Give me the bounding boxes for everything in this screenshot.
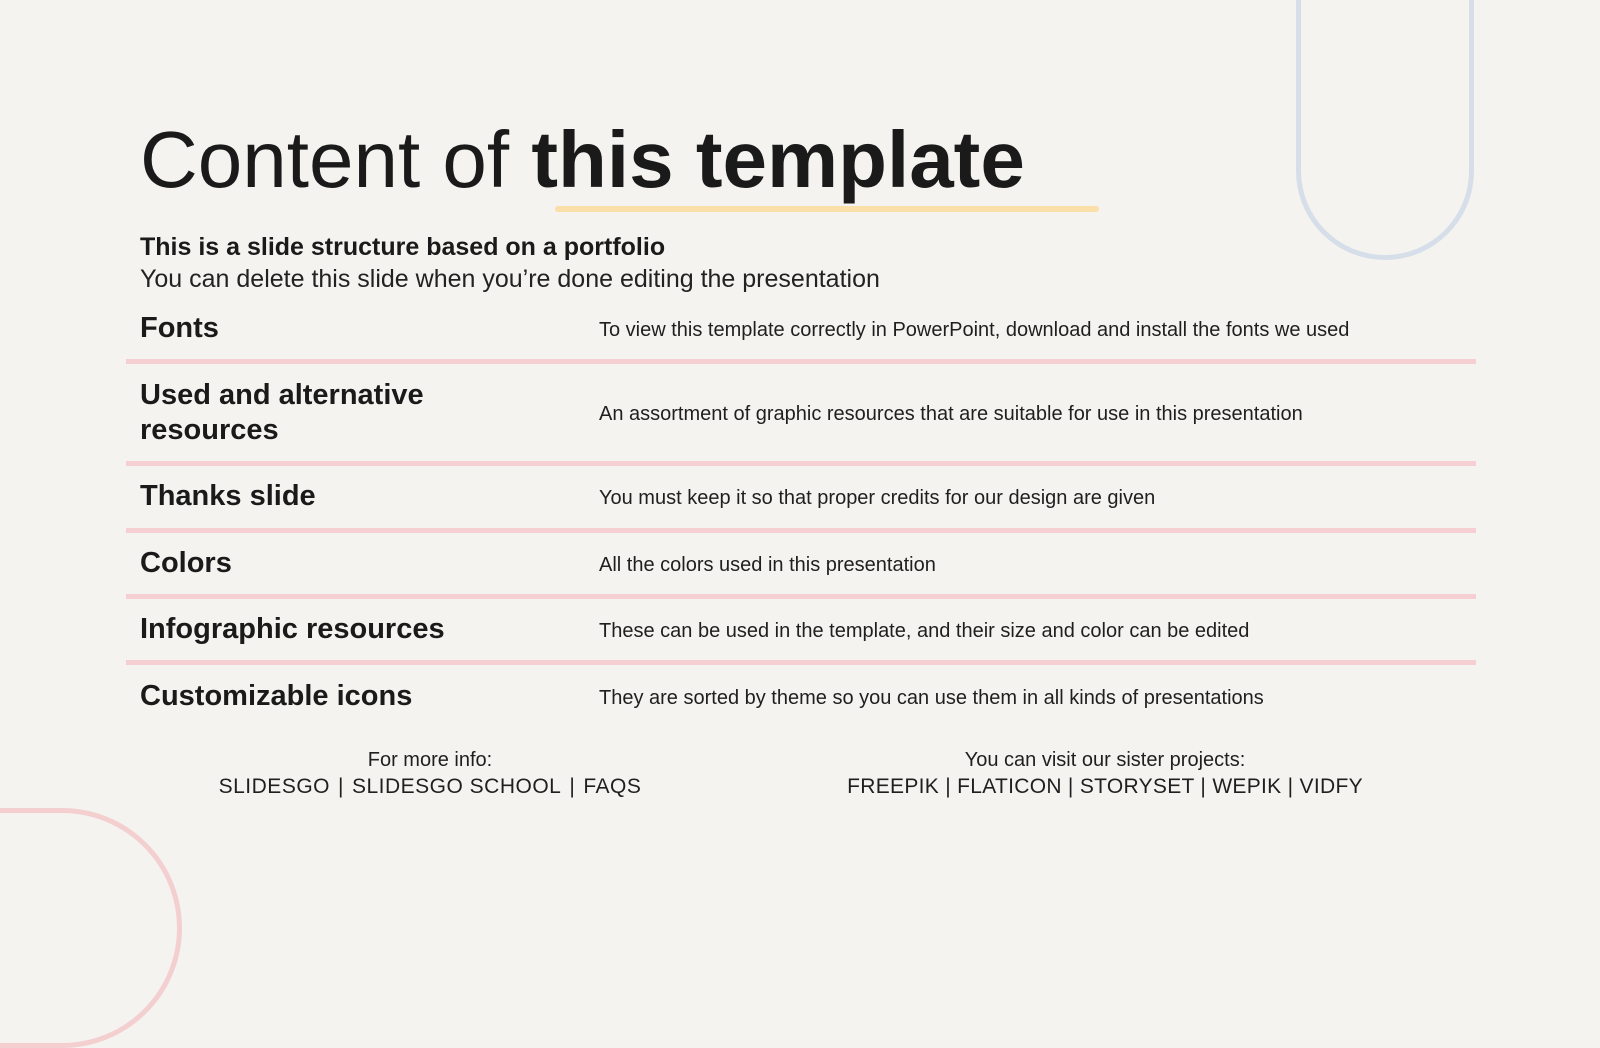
link-freepik[interactable]: FREEPIK [847, 775, 940, 798]
link-slidesgo[interactable]: SLIDESGO [218, 775, 330, 798]
decorative-arch-shape [1296, 0, 1474, 260]
link-wepik[interactable]: WEPIK [1212, 775, 1282, 798]
row-divider [126, 461, 1476, 466]
title-bold: this template [531, 115, 1025, 204]
footer-heading: For more info: [367, 749, 493, 771]
link-storyset[interactable]: STORYSET [1079, 775, 1195, 798]
row-label: Fonts [140, 312, 219, 344]
row-label-line2: resources [140, 414, 279, 446]
footer-heading: You can visit our sister projects: [964, 749, 1246, 771]
row-label: Colors [140, 547, 232, 579]
row-divider [126, 528, 1476, 533]
row-description: They are sorted by theme so you can use them in all kinds of presentations [599, 687, 1264, 709]
page-title [140, 112, 1025, 208]
footer-links: FREEPIK | FLATICON | STORYSET | WEPIK | VIDFY [847, 775, 1363, 798]
row-description: An assortment of graphic resources that are suitable for use in this presentation [599, 403, 1303, 425]
footer-links [180, 773, 680, 801]
row-divider [126, 660, 1476, 665]
row-label: Infographic resources [140, 613, 445, 645]
title-underline [555, 206, 1099, 212]
row-label-line1: Used and alternative [140, 379, 424, 411]
title-regular: Content of [140, 115, 510, 204]
row-label: Customizable icons [140, 680, 413, 712]
row-label: Thanks slide [140, 480, 316, 512]
row-description: You must keep it so that proper credits for our design are given [599, 487, 1156, 509]
subtitle-bold: This is a slide structure based on a portfolio [140, 233, 666, 261]
link-separator: | [338, 775, 344, 798]
link-faqs[interactable]: FAQS [583, 775, 642, 798]
link-slidesgo-school[interactable]: SLIDESGO SCHOOL [351, 775, 562, 798]
subtitle: You can delete this slide when you’re done editing the presentation [140, 265, 880, 293]
link-separator: | [569, 775, 576, 798]
decorative-corner-shape [0, 808, 182, 1048]
footer-sister-projects [805, 747, 1405, 801]
link-vidfy[interactable]: VIDFY [1299, 775, 1363, 798]
row-description: These can be used in the template, and their size and color can be edited [599, 620, 1250, 642]
row-divider [126, 594, 1476, 599]
row-description: To view this template correctly in PowerPoint, download and install the fonts we used [599, 319, 1350, 341]
footer-more-info [180, 747, 680, 801]
row-divider [126, 359, 1476, 364]
link-flaticon[interactable]: FLATICON [957, 775, 1062, 798]
row-description: All the colors used in this presentation [599, 554, 936, 576]
